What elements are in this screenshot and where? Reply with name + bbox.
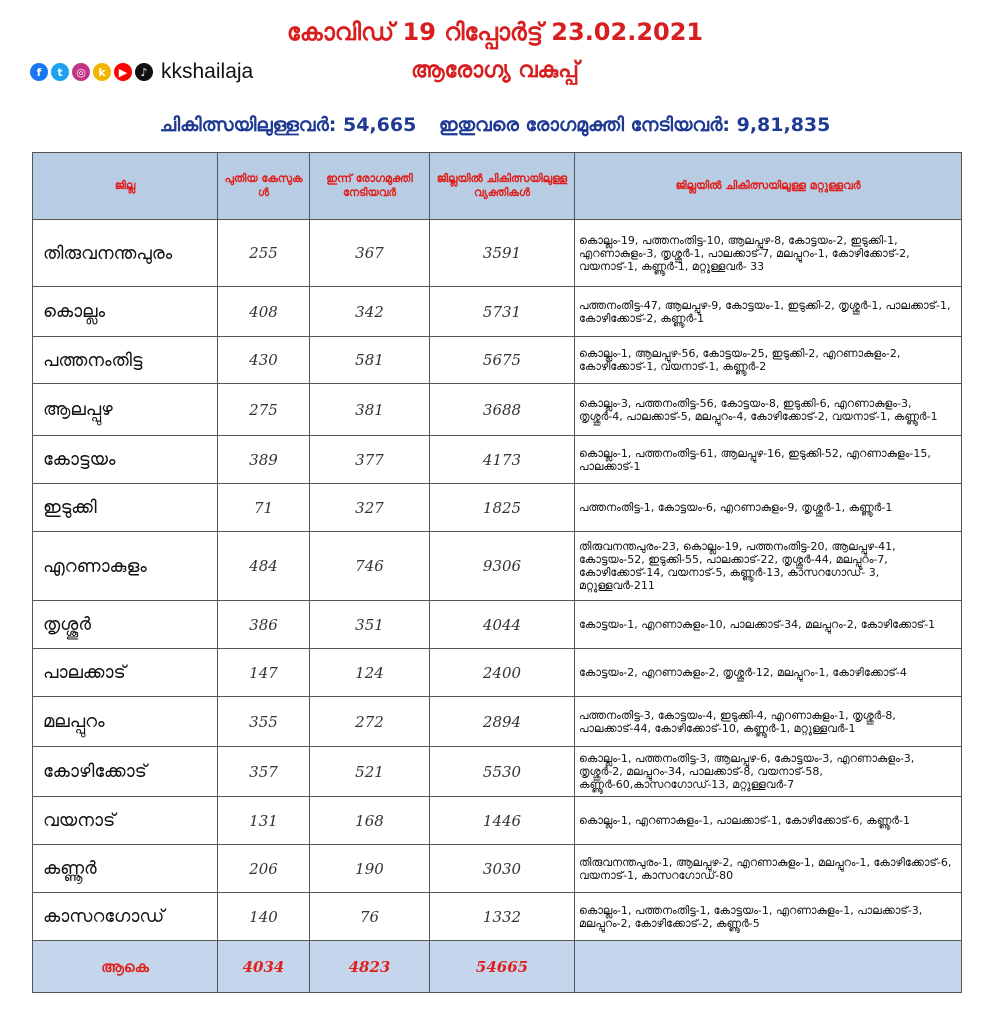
new-cases: 484 bbox=[218, 532, 310, 601]
active-cases: 9306 bbox=[430, 532, 575, 601]
active-cases: 5731 bbox=[430, 287, 575, 337]
district-name: എറണാകുളം bbox=[33, 532, 218, 601]
active-cases: 2400 bbox=[430, 649, 575, 697]
district-name: കൊല്ലം bbox=[33, 287, 218, 337]
recovered-today: 367 bbox=[310, 220, 430, 287]
other-district-patients: പത്തനംതിട്ട-47, ആലപ്പുഴ-9, കോട്ടയം-1, ഇടുക്കി-2, തൃശ്ശൂർ-1, പാലക്കാട്-1, കോഴിക്കോട്-2, കണ്ണൂർ-1 bbox=[575, 287, 962, 337]
new-cases: 71 bbox=[218, 484, 310, 532]
summary-line bbox=[0, 114, 990, 136]
table-row bbox=[33, 649, 962, 697]
active-cases: 1446 bbox=[430, 797, 575, 845]
header-recovered-today: ഇന്ന് രോഗമുക്തി നേടിയവർ bbox=[310, 153, 430, 220]
table-row bbox=[33, 601, 962, 649]
header-active-in-district: ജില്ലയിൽ ചികിത്സയിലുള്ള വ്യക്തികൾ bbox=[430, 153, 575, 220]
recovered-today: 377 bbox=[310, 436, 430, 484]
new-cases: 355 bbox=[218, 697, 310, 747]
recovered-today: 581 bbox=[310, 337, 430, 384]
new-cases: 430 bbox=[218, 337, 310, 384]
department-title: ആരോഗ്യ വകുപ്പ് bbox=[411, 58, 579, 83]
new-cases: 255 bbox=[218, 220, 310, 287]
total-others bbox=[575, 941, 962, 993]
recovered-today: 272 bbox=[310, 697, 430, 747]
new-cases: 131 bbox=[218, 797, 310, 845]
other-district-patients: തിരുവനന്തപുരം-23, കൊല്ലം-19, പത്തനംതിട്ട-20, ആലപ്പുഴ-41, കോട്ടയം-52, ഇടുക്കി-55, പാലക്കാട്-22, തൃശ്ശൂർ-44, മലപ്പുറം-7, കോഴിക്കോട്-14, വയനാട്-5, കണ്ണൂർ-13, കാസറഗോഡ്- 3, മറ്റുള്ളവർ-211 bbox=[575, 532, 962, 601]
new-cases: 408 bbox=[218, 287, 310, 337]
table-header-row bbox=[33, 153, 962, 220]
new-cases: 386 bbox=[218, 601, 310, 649]
table-row bbox=[33, 220, 962, 287]
table-row bbox=[33, 532, 962, 601]
table-row bbox=[33, 893, 962, 941]
other-district-patients: കൊല്ലം-1, പത്തനംതിട്ട-3, ആലപ്പുഴ-6, കോട്ടയം-3, എറണാകുളം-3, തൃശ്ശൂർ-2, മലപ്പുറം-34, പാലക്കാട്-8, വയനാട്-58, കണ്ണൂർ-60,കാസറഗോഡ്-13, മറ്റുള്ളവർ-7 bbox=[575, 747, 962, 797]
table-row bbox=[33, 436, 962, 484]
district-name: കോഴിക്കോട് bbox=[33, 747, 218, 797]
social-bar bbox=[30, 60, 253, 84]
recovered-today: 521 bbox=[310, 747, 430, 797]
recovered-today: 76 bbox=[310, 893, 430, 941]
recovered-today: 327 bbox=[310, 484, 430, 532]
recovered-today: 190 bbox=[310, 845, 430, 893]
recovered-today: 342 bbox=[310, 287, 430, 337]
active-cases: 3591 bbox=[430, 220, 575, 287]
active-cases: 4173 bbox=[430, 436, 575, 484]
social-handle[interactable]: kkshailaja bbox=[161, 60, 254, 83]
instagram-icon[interactable]: ◎ bbox=[72, 63, 90, 81]
table-row bbox=[33, 287, 962, 337]
other-district-patients: തിരുവനന്തപുരം-1, ആലപ്പുഴ-2, എറണാകുളം-1, മലപ്പുറം-1, കോഴിക്കോട്-6, വയനാട്-1, കാസറഗോഡ്-80 bbox=[575, 845, 962, 893]
new-cases: 389 bbox=[218, 436, 310, 484]
other-district-patients: കൊല്ലം-1, എറണാകുളം-1, പാലക്കാട്-1, കോഴിക്കോട്-6, കണ്ണൂർ-1 bbox=[575, 797, 962, 845]
table-row bbox=[33, 747, 962, 797]
active-cases: 3030 bbox=[430, 845, 575, 893]
active-cases: 1332 bbox=[430, 893, 575, 941]
active-cases: 3688 bbox=[430, 384, 575, 436]
report-title: കോവിഡ് 19 റിപ്പോർട്ട് 23.02.2021 bbox=[286, 18, 704, 46]
table-row bbox=[33, 797, 962, 845]
table-row bbox=[33, 697, 962, 747]
other-district-patients: കൊല്ലം-3, പത്തനംതിട്ട-56, കോട്ടയം-8, ഇടുക്കി-6, എറണാകുളം-3, തൃശ്ശൂർ-4, പാലക്കാട്-5, മലപ്പുറം-4, കോഴിക്കോട്-2, വയനാട്-1, കണ്ണൂർ-1 bbox=[575, 384, 962, 436]
other-district-patients: കൊല്ലം-1, പത്തനംതിട്ട-1, കോട്ടയം-1, എറണാകുളം-1, പാലക്കാട്-3, മലപ്പുറം-2, കോഴിക്കോട്-2, കണ്ണൂർ-5 bbox=[575, 893, 962, 941]
district-name: കാസറഗോഡ് bbox=[33, 893, 218, 941]
district-name: തിരുവനന്തപുരം bbox=[33, 220, 218, 287]
total-new-cases: 4034 bbox=[218, 941, 310, 993]
tiktok-icon[interactable]: ♪ bbox=[135, 63, 153, 81]
district-name: മലപ്പുറം bbox=[33, 697, 218, 747]
active-cases: 5530 bbox=[430, 747, 575, 797]
new-cases: 206 bbox=[218, 845, 310, 893]
table-row bbox=[33, 845, 962, 893]
total-label: ആകെ bbox=[33, 941, 218, 993]
district-name: പാലക്കാട് bbox=[33, 649, 218, 697]
total-row bbox=[33, 941, 962, 993]
district-name: കോട്ടയം bbox=[33, 436, 218, 484]
district-name: വയനാട് bbox=[33, 797, 218, 845]
header-others-in-district: ജില്ലയിൽ ചികിത്സയിലുള്ള മറ്റുള്ളവർ bbox=[575, 153, 962, 220]
district-name: കണ്ണൂർ bbox=[33, 845, 218, 893]
other-district-patients: കൊല്ലം-1, പത്തനംതിട്ട-61, ആലപ്പുഴ-16, ഇടുക്കി-52, എറണാകുളം-15, പാലക്കാട്-1 bbox=[575, 436, 962, 484]
other-district-patients: കൊല്ലം-1, ആലപ്പുഴ-56, കോട്ടയം-25, ഇടുക്കി-2, എറണാകുളം-2, കോഴിക്കോട്-1, വയനാട്-1, കണ്ണൂർ-2 bbox=[575, 337, 962, 384]
active-cases: 2894 bbox=[430, 697, 575, 747]
district-name: പത്തനംതിട്ട bbox=[33, 337, 218, 384]
district-name: ഇടുക്കി bbox=[33, 484, 218, 532]
active-cases: 5675 bbox=[430, 337, 575, 384]
other-district-patients: കൊല്ലം-19, പത്തനംതിട്ട-10, ആലപ്പുഴ-8, കോട്ടയം-2, ഇടുക്കി-1, എറണാകുളം-3, തൃശ്ശൂർ-1, പാലക്കാട്-7, മലപ്പുറം-1, കോഴിക്കോട്-2, വയനാട്-1, കണ്ണൂർ-1, മറ്റുള്ളവർ- 33 bbox=[575, 220, 962, 287]
new-cases: 357 bbox=[218, 747, 310, 797]
koo-icon[interactable]: k bbox=[93, 63, 111, 81]
active-cases: 1825 bbox=[430, 484, 575, 532]
other-district-patients: പത്തനംതിട്ട-3, കോട്ടയം-4, ഇടുക്കി-4, എറണാകുളം-1, തൃശ്ശൂർ-8, പാലക്കാട്-44, കോഴിക്കോട്-10, കണ്ണൂർ-1, മറ്റുള്ളവർ-1 bbox=[575, 697, 962, 747]
recovered-today: 351 bbox=[310, 601, 430, 649]
total-active-cases: 54665 bbox=[430, 941, 575, 993]
table-row bbox=[33, 484, 962, 532]
district-table bbox=[32, 152, 962, 993]
district-name: ആലപ്പുഴ bbox=[33, 384, 218, 436]
recovered-total-count: ഇതുവരെ രോഗമുക്തി നേടിയവർ: 9,81,835 bbox=[438, 114, 831, 136]
recovered-today: 746 bbox=[310, 532, 430, 601]
recovered-today: 124 bbox=[310, 649, 430, 697]
district-name: തൃശ്ശൂർ bbox=[33, 601, 218, 649]
table-row bbox=[33, 384, 962, 436]
facebook-icon[interactable]: f bbox=[30, 63, 48, 81]
new-cases: 275 bbox=[218, 384, 310, 436]
twitter-icon[interactable]: t bbox=[51, 63, 69, 81]
active-cases: 4044 bbox=[430, 601, 575, 649]
total-recovered-today: 4823 bbox=[310, 941, 430, 993]
recovered-today: 381 bbox=[310, 384, 430, 436]
other-district-patients: കോട്ടയം-1, എറണാകുളം-10, പാലക്കാട്-34, മലപ്പുറം-2, കോഴിക്കോട്-1 bbox=[575, 601, 962, 649]
header-district: ജില്ല bbox=[33, 153, 218, 220]
new-cases: 140 bbox=[218, 893, 310, 941]
header-new-cases: പുതിയ കേസുക ൾ bbox=[218, 153, 310, 220]
other-district-patients: പത്തനംതിട്ട-1, കോട്ടയം-6, എറണാകുളം-9, തൃശ്ശൂർ-1, കണ്ണൂർ-1 bbox=[575, 484, 962, 532]
recovered-today: 168 bbox=[310, 797, 430, 845]
new-cases: 147 bbox=[218, 649, 310, 697]
other-district-patients: കോട്ടയം-2, എറണാകുളം-2, തൃശ്ശൂർ-12, മലപ്പുറം-1, കോഴിക്കോട്-4 bbox=[575, 649, 962, 697]
table-row bbox=[33, 337, 962, 384]
youtube-icon[interactable]: ▶ bbox=[114, 63, 132, 81]
under-treatment-count: ചികിത്സയിലുള്ളവർ: 54,665 bbox=[159, 114, 417, 136]
